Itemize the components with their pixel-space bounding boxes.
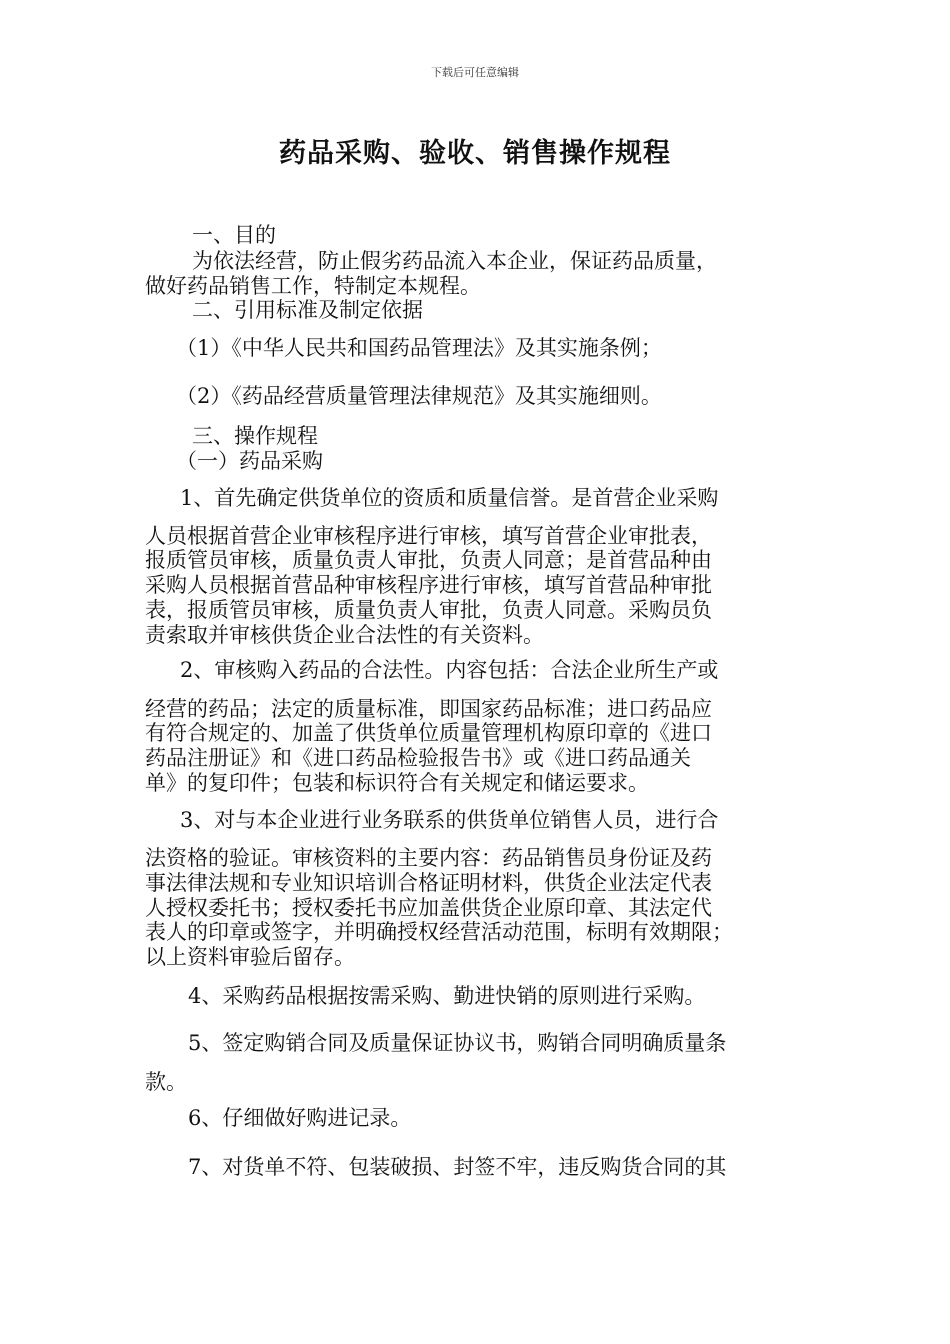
paragraph-line: 人授权委托书；授权委托书应加盖供货企业原印章、其法定代 [145,896,712,920]
paragraph-line: 报质管员审核，质量负责人审批，负责人同意；是首营品种由 [145,548,712,572]
page-header: 下载后可任意编辑 [431,66,519,79]
section-heading: 一、目的 [192,223,276,247]
paragraph-line: 采购人员根据首营品种审核程序进行审核，填写首营品种审批 [145,573,712,597]
paragraph-line: 1、首先确定供货单位的资质和质量信誉。是首营企业采购 [180,486,719,510]
paragraph-line: 2、审核购入药品的合法性。内容包括：合法企业所生产或 [180,658,719,682]
paragraph-line: 责索取并审核供货企业合法性的有关资料。 [145,623,544,647]
paragraph-line: 7、对货单不符、包装破损、封签不牢，违反购货合同的其 [188,1155,727,1179]
subsection-heading: （一）药品采购 [176,449,323,473]
paragraph-line: 经营的药品；法定的质量标准，即国家药品标准；进口药品应 [145,697,712,721]
paragraph-line: 事法律法规和专业知识培训合格证明材料，供货企业法定代表 [145,871,712,895]
paragraph-line: 款。 [145,1070,187,1094]
section-heading: 三、操作规程 [192,424,318,448]
paragraph-line: 单》的复印件；包装和标识符合有关规定和储运要求。 [145,771,649,795]
paragraph-line: 药品注册证》和《进口药品检验报告书》或《进口药品通关 [145,746,691,770]
paragraph-line: 表人的印章或签字，并明确授权经营活动范围，标明有效期限； [145,920,733,944]
paragraph-line: 人员根据首营企业审核程序进行审核，填写首营企业审批表， [145,524,712,548]
paragraph-line: 表，报质管员审核，质量负责人审批，负责人同意。采购员负 [145,598,712,622]
paragraph-line: 6、仔细做好购进记录。 [188,1106,412,1130]
paragraph-line: 3、对与本企业进行业务联系的供货单位销售人员，进行合 [180,808,719,832]
paragraph-line: 以上资料审验后留存。 [145,945,355,969]
paragraph-line: 做好药品销售工作，特制定本规程。 [145,274,481,298]
paragraph-line: 有符合规定的、加盖了供货单位质量管理机构原印章的《进口 [145,721,712,745]
paragraph-line: 法资格的验证。审核资料的主要内容：药品销售员身份证及药 [145,846,712,870]
document-title: 药品采购、验收、销售操作规程 [279,138,671,169]
paragraph-line: 5、签定购销合同及质量保证协议书，购销合同明确质量条 [188,1031,727,1055]
paragraph-line: 为依法经营，防止假劣药品流入本企业，保证药品质量， [192,249,717,273]
paragraph-line: 4、采购药品根据按需采购、勤进快销的原则进行采购。 [188,984,706,1008]
section-heading: 二、引用标准及制定依据 [192,298,423,322]
list-item: （2）《药品经营质量管理法律规范》及其实施细则。 [176,384,662,408]
list-item: （1）《中华人民共和国药品管理法》及其实施条例； [176,336,662,360]
